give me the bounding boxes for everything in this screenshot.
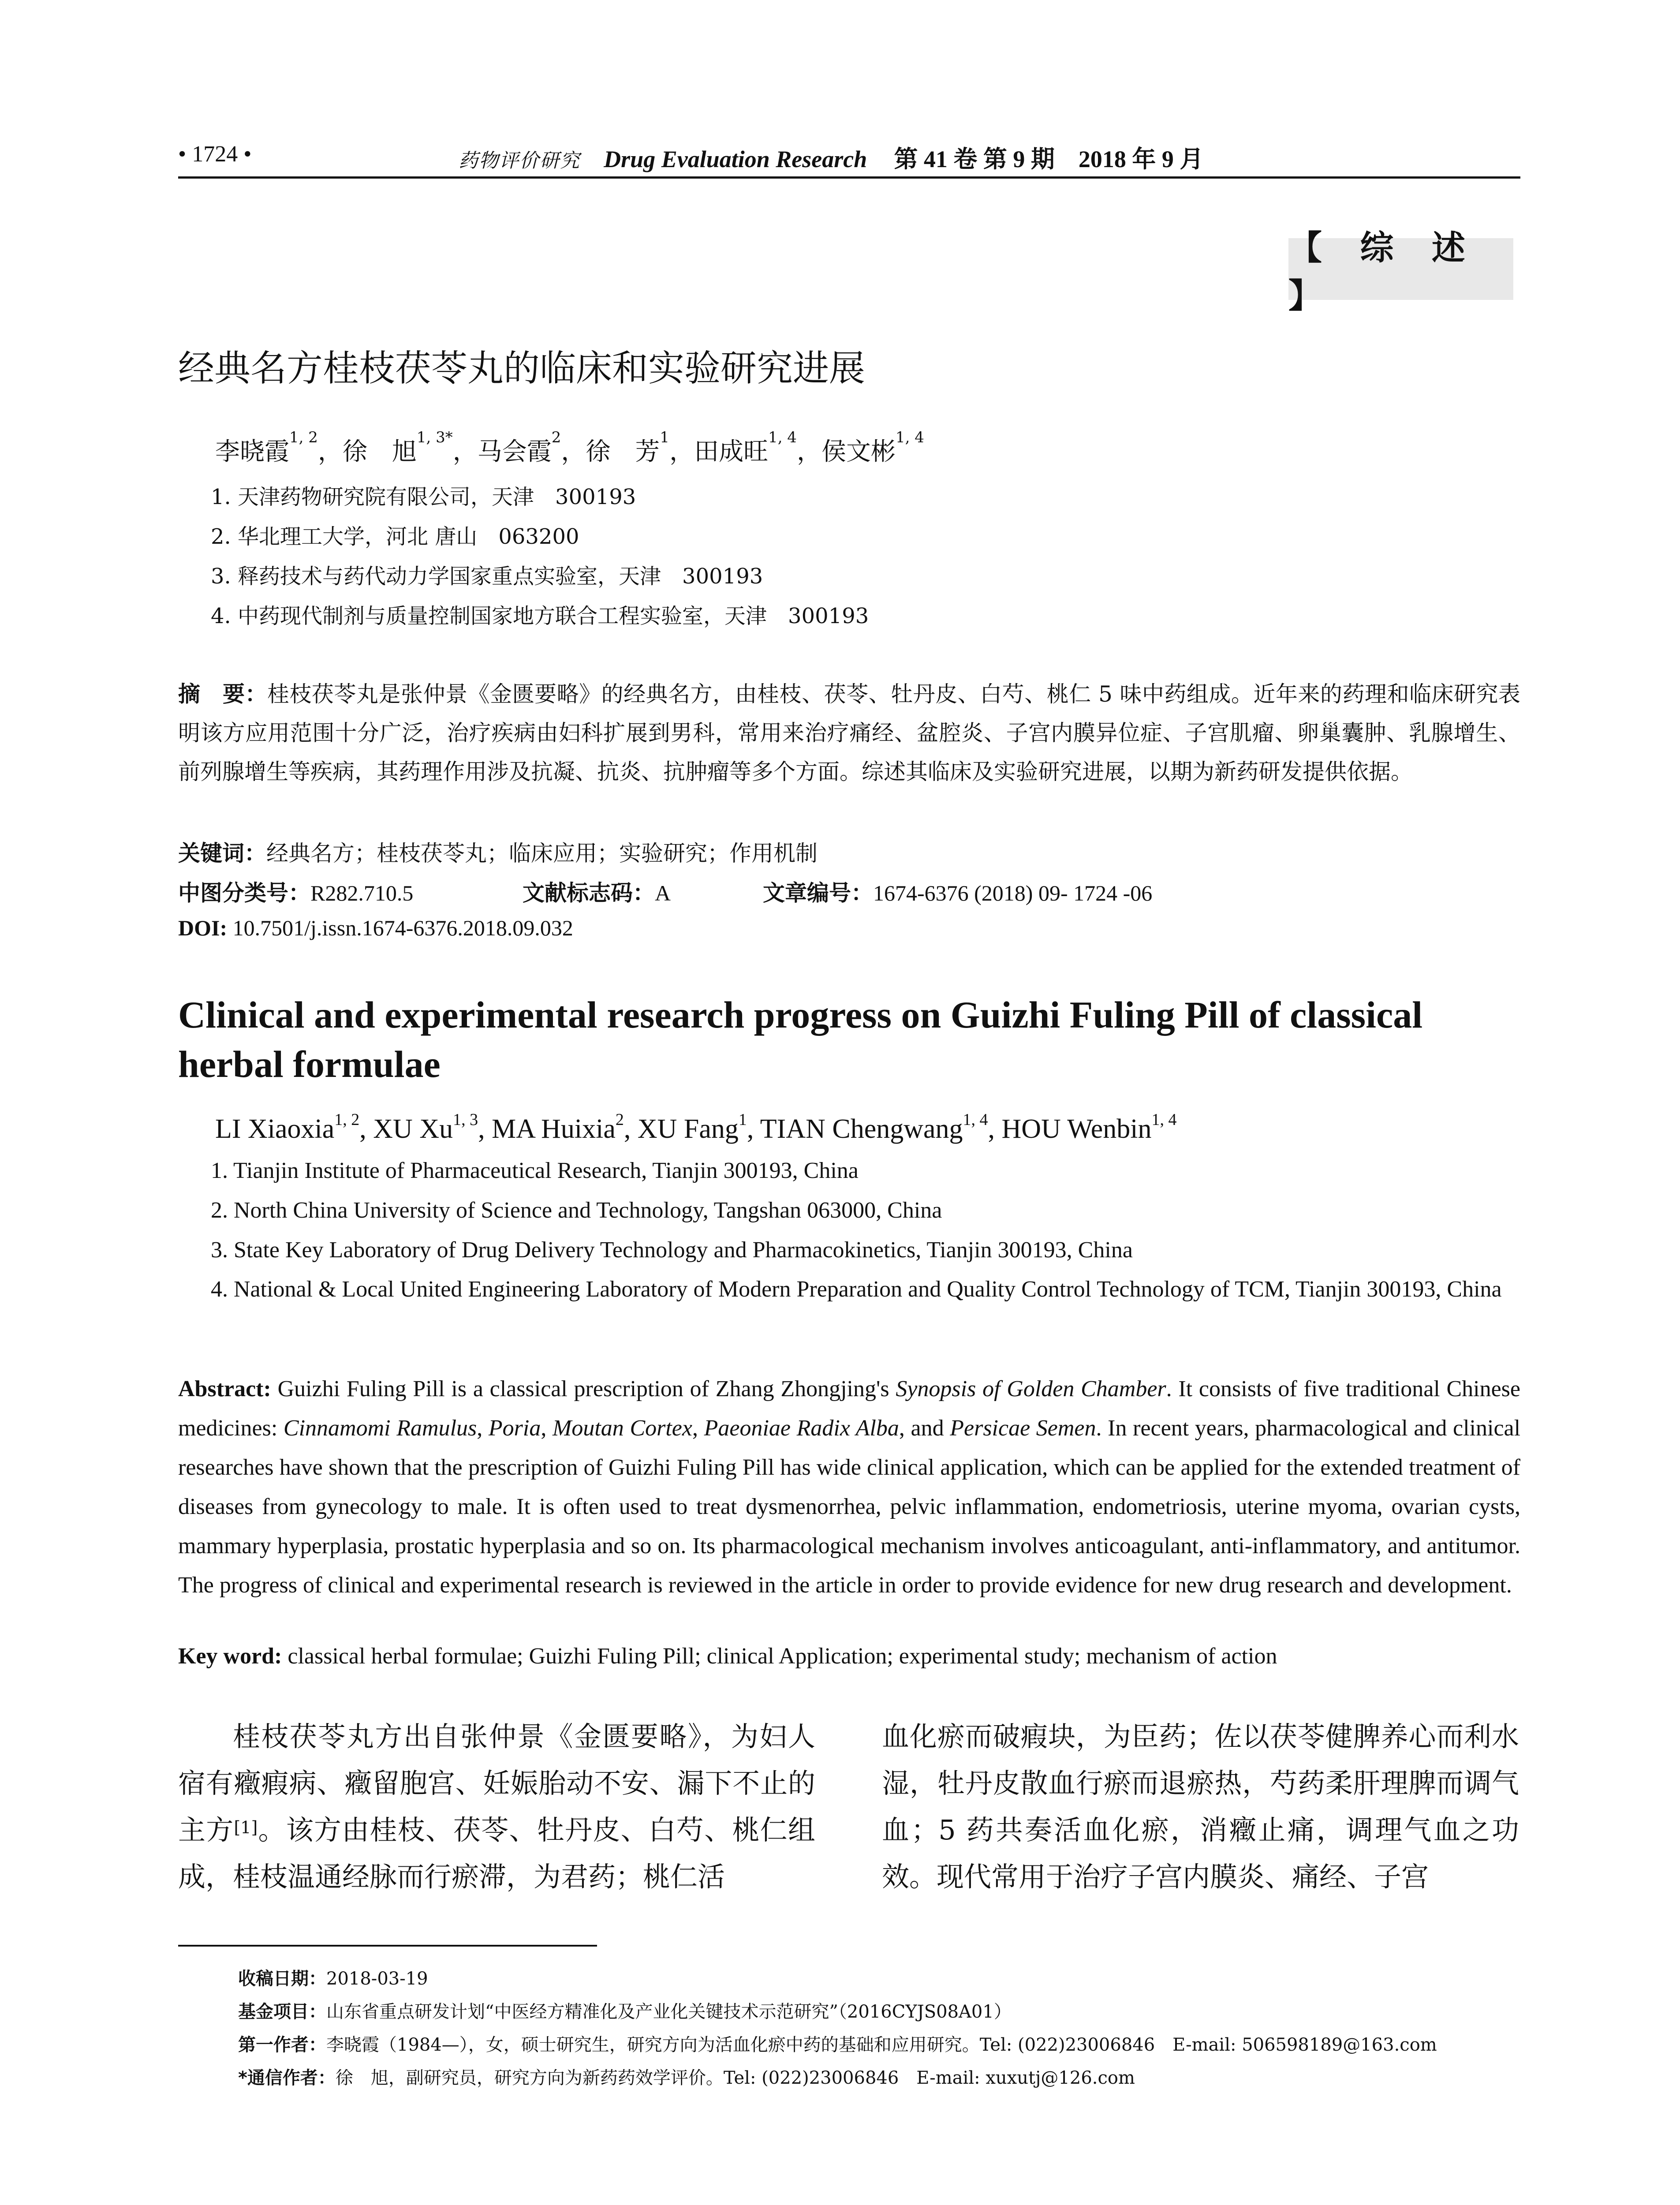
- title-cn: 经典名方桂枝茯苓丸的临床和实验研究进展: [178, 348, 866, 389]
- affiliation-en: 4. National & Local United Engineering Laboratory of Modern Preparation and Quality Control Technology of TCM, Tianjin 300193, China: [211, 1277, 1502, 1302]
- footnote-received: 收稿日期：2018-03-19: [238, 1969, 428, 1989]
- keywords-en-text: classical herbal formulae; Guizhi Fuling Pill; clinical Application; experimental study; mechanism of action: [282, 1644, 1277, 1669]
- section-badge-label: 【 综 述 】: [1288, 228, 1478, 315]
- author-cn: 李晓霞$^{1, 2}$，: [215, 429, 343, 466]
- author-en: TIAN Chengwang$^{1, 4}$,: [760, 1110, 1002, 1144]
- author-en: MA Huixia$^2$,: [492, 1110, 638, 1144]
- keywords-en: [178, 1643, 1277, 1669]
- body-column-left: 桂枝茯苓丸方出自张仲景《金匮要略》，为妇人宿有癥瘕病、癥留胞宫、妊娠胎动不安、漏下不止的主方[1]。该方由桂枝、茯苓、牡丹皮、白芍、桃仁组成，桂枝温通经脉而行瘀滞，为君药；桃仁活: [178, 1720, 815, 1893]
- clc-value: R282.710.5: [310, 881, 414, 905]
- footnote-first-author: 第一作者：李晓霞（1984—），女，硕士研究生，研究方向为活血化瘀中药的基础和应用研究。Tel: (022)23006846 E-mail: 506598189@163.com: [238, 2035, 1437, 2055]
- classification-line: [178, 875, 413, 907]
- affiliation-cn: 4. 中药现代制剂与质量控制国家地方联合工程实验室，天津 300193: [211, 604, 869, 628]
- doi-label: DOI:: [178, 916, 228, 940]
- body-column-right: 血化瘀而破瘕块，为臣药；佐以茯苓健脾养心而利水湿，牡丹皮散血行瘀而退瘀热，芍药柔肝理脾而调气血；5 药共奏活血化瘀，消癥止痛，调理气血之功效。现代常用于治疗子宫内膜炎、痛经、子宫: [882, 1720, 1519, 1893]
- author-en: XU Xu$^{1, 3}$,: [373, 1110, 492, 1144]
- authors-en: [215, 1110, 1177, 1145]
- abstract-cn-text: 桂枝茯苓丸是张仲景《金匮要略》的经典名方，由桂枝、茯苓、牡丹皮、白芍、桃仁 5 味中药组成。近年来的药理和临床研究表明该方应用范围十分广泛，治疗疾病由妇科扩展到男科，常用来治疗痛经、盆腔炎、子宫内膜异位症、子宫肌瘤、卵巢囊肿、乳腺增生、前列腺增生等疾病，其药理作用涉及抗凝、抗炎、抗肿瘤等多个方面。综述其临床及实验研究进展，以期为新药研发提供依据。: [178, 681, 1520, 785]
- journal-logo-cn: 药物评价研究: [459, 149, 580, 172]
- author-cn: 田成旺$^{1, 4}$，: [694, 429, 821, 466]
- header-rule: [178, 176, 1520, 179]
- clc-label: 中图分类号：: [178, 880, 310, 906]
- affiliation-en: 2. North China University of Science and Technology, Tangshan 063000, China: [211, 1198, 942, 1223]
- keywords-cn: 关键词：经典名方；桂枝茯苓丸；临床应用；实验研究；作用机制: [178, 841, 818, 866]
- keywords-en-label: Key word:: [178, 1644, 282, 1669]
- author-cn: 马会霞$^2$，: [477, 429, 586, 466]
- footnote-corresponding-author: *通信作者：徐 旭，副研究员，研究方向为新药药效学评价。Tel: (022)23006846 E-mail: xuxutj@126.com: [238, 2068, 1135, 2088]
- authors-cn: [215, 429, 924, 467]
- abstract-en-label: Abstract:: [178, 1376, 271, 1401]
- affiliation-cn: 1. 天津药物研究院有限公司，天津 300193: [211, 485, 636, 509]
- author-cn: 侯文彬$^{1, 4}$: [821, 429, 924, 466]
- running-header: [459, 140, 1203, 174]
- affiliation-cn: 3. 释药技术与药代动力学国家重点实验室，天津 300193: [211, 564, 763, 589]
- affiliation-en: 3. State Key Laboratory of Drug Delivery Technology and Pharmacokinetics, Tianjin 300193, China: [211, 1237, 1133, 1263]
- author-en: HOU Wenbin$^{1, 4}$: [1001, 1110, 1177, 1144]
- issue-info: 第 41 卷 第 9 期 2018 年 9 月: [894, 146, 1204, 172]
- author-en: LI Xiaoxia$^{1, 2}$,: [215, 1110, 373, 1144]
- document-code: 文献标志码：A: [523, 880, 671, 906]
- affiliation-cn: 2. 华北理工大学，河北 唐山 063200: [211, 524, 579, 549]
- footnote-fund: 基金项目：山东省重点研发计划“中医经方精准化及产业化关键技术示范研究”（2016CYJS08A01）: [238, 2002, 1012, 2022]
- abstract-en: Abstract: Guizhi Fuling Pill is a classical prescription of Zhang Zhongjing's Synopsis of Golden Chamber. It consists of five traditional Chinese medicines: Cinnamomi Ramulus, Poria, Moutan Cortex, Paeoniae Radix Alba, and Persicae Semen. In recent years, pharmacological and clinical researches have shown that the prescription of Guizhi Fuling Pill has wide clinical application, which can be applied for the extended treatment of diseases from gynecology to male. It is often used to treat dysmenorrhea, pelvic inflammation, endometriosis, uterine myoma, ovarian cysts, mammary hyperplasia, prostatic hyperplasia and so on. Its pharmacological mechanism involves anticoagulant, anti-inflammatory, and antitumor. The progress of clinical and experimental research is reviewed in the article in order to provide evidence for new drug research and development.: [178, 1376, 1521, 1598]
- affiliation-en: 1. Tianjin Institute of Pharmaceutical Research, Tianjin 300193, China: [211, 1158, 859, 1183]
- article-number: 文章编号：1674-6376 (2018) 09- 1724 -06: [763, 880, 1153, 906]
- title-en: Clinical and experimental research progress on Guizhi Fuling Pill of classical herbal formulae: [178, 994, 1423, 1085]
- page-number: • 1724 •: [178, 142, 252, 167]
- journal-name-en: Drug Evaluation Research: [604, 146, 867, 172]
- author-cn: 徐 旭$^{1, 3*}$，: [342, 429, 478, 466]
- doi-value: 10.7501/j.issn.1674-6376.2018.09.032: [227, 916, 573, 940]
- author-en: XU Fang$^1$,: [637, 1110, 760, 1144]
- footnote-rule: [178, 1945, 597, 1947]
- author-cn: 徐 芳$^1$，: [586, 429, 694, 466]
- doi-line: [178, 915, 573, 941]
- citation-ref: [1]: [234, 1818, 258, 1837]
- abstract-cn-label: 摘 要：: [178, 681, 268, 707]
- abstract-cn: [178, 675, 1520, 791]
- section-badge: [1288, 228, 1513, 315]
